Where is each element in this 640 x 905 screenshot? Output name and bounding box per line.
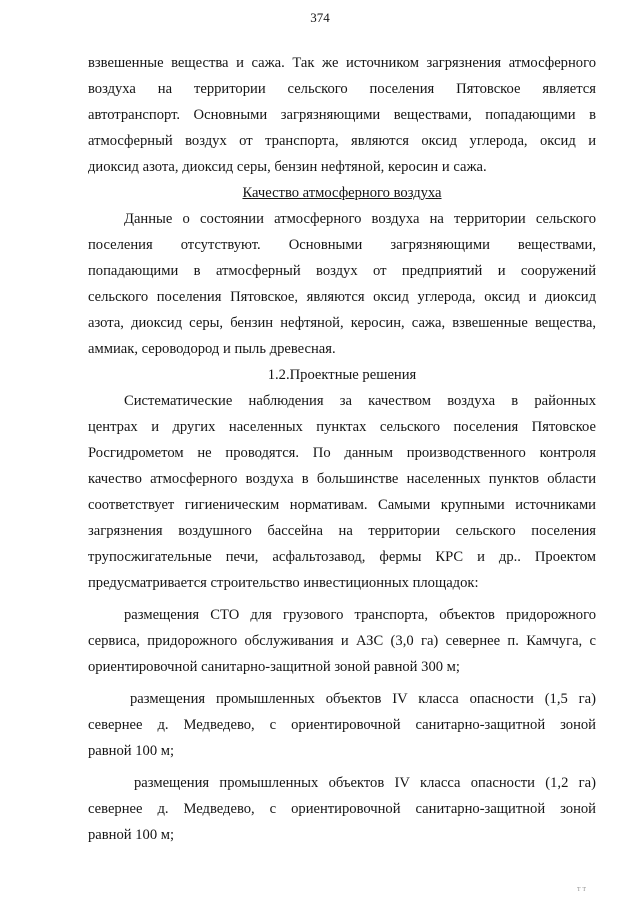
corner-mark: т т <box>577 884 586 893</box>
text-line: сервиса, придорожного обслуживания и АЗС (3,0 га) севернее п. Камчуга, с <box>88 633 596 649</box>
text-line: воздуха на территории сельского поселения Пятовское является <box>88 81 596 97</box>
text-line: соответствует гигиеническим нормативам. Самыми крупными источниками <box>88 497 596 513</box>
page-number: 374 <box>310 10 330 25</box>
text-line: Данные о состоянии атмосферного воздуха на территории сельского <box>124 211 596 227</box>
heading-text: Качество атмосферного воздуха <box>242 185 442 201</box>
text-line: сельского поселения Пятовское, являются оксид углерода, оксид и диоксид <box>88 289 596 305</box>
text-line: севернее д. Медведево, с ориентировочной санитарно-защитной зоной <box>88 717 596 733</box>
text-line: Росгидрометом не проводятся. По данным производственного контроля <box>88 445 596 461</box>
paragraph-observations <box>88 388 596 596</box>
text-line: центрах и других населенных пунктах сельского поселения Пятовское <box>88 419 596 435</box>
text-line: Систематические наблюдения за качеством воздуха в районных <box>124 393 596 409</box>
text-line: попадающими в атмосферный воздух от предприятий и сооружений <box>88 263 596 279</box>
document-body <box>88 50 596 848</box>
list-item-industrial-site-2 <box>88 770 596 848</box>
text-line: загрязнения воздушного бассейна на территории сельского поселения <box>88 523 596 539</box>
paragraph-air-quality-data <box>88 206 596 362</box>
text-line: размещения промышленных объектов IV класса опасности (1,5 га) <box>130 691 596 707</box>
text-line: поселения отсутствуют. Основными загрязняющими веществами, <box>88 237 596 253</box>
text-line: равной 100 м; <box>88 743 175 759</box>
text-line: автотранспорт. Основными загрязняющими веществами, попадающими в <box>88 107 596 123</box>
text-line: севернее д. Медведево, с ориентировочной санитарно-защитной зоной <box>88 801 596 817</box>
section-heading-project-decisions: 1.2.Проектные решения <box>267 367 417 383</box>
paragraph-air-pollution-sources <box>88 50 596 180</box>
text-line: качество атмосферного воздуха в большинстве населенных пунктов области <box>88 471 596 487</box>
text-line: равной 100 м; <box>88 827 175 843</box>
text-line: атмосферный воздух от транспорта, являются оксид углерода, оксид и <box>88 133 596 149</box>
text-line: размещения промышленных объектов IV класса опасности (1,2 га) <box>134 775 596 791</box>
text-line: ориентировочной санитарно-защитной зоной равной 300 м; <box>88 659 460 675</box>
text-line: размещения СТО для грузового транспорта, объектов придорожного <box>124 607 596 623</box>
text-line: азота, диоксид серы, бензин нефтяной, керосин, сажа, взвешенные вещества, <box>88 315 596 331</box>
text-line: взвешенные вещества и сажа. Так же источником загрязнения атмосферного <box>88 55 596 71</box>
text-line: предусматривается строительство инвестиционных площадок: <box>88 575 479 591</box>
list-item-sto-site <box>88 602 596 680</box>
list-item-industrial-site-1 <box>88 686 596 764</box>
section-heading-air-quality <box>88 180 596 206</box>
text-line: аммиак, сероводород и пыль древесная. <box>88 341 336 357</box>
text-line: диоксид азота, диоксид серы, бензин нефтяной, керосин и сажа. <box>88 159 487 175</box>
text-line: трупосжигательные печи, асфальтозавод, фермы КРС и др.. Проектом <box>88 549 596 565</box>
